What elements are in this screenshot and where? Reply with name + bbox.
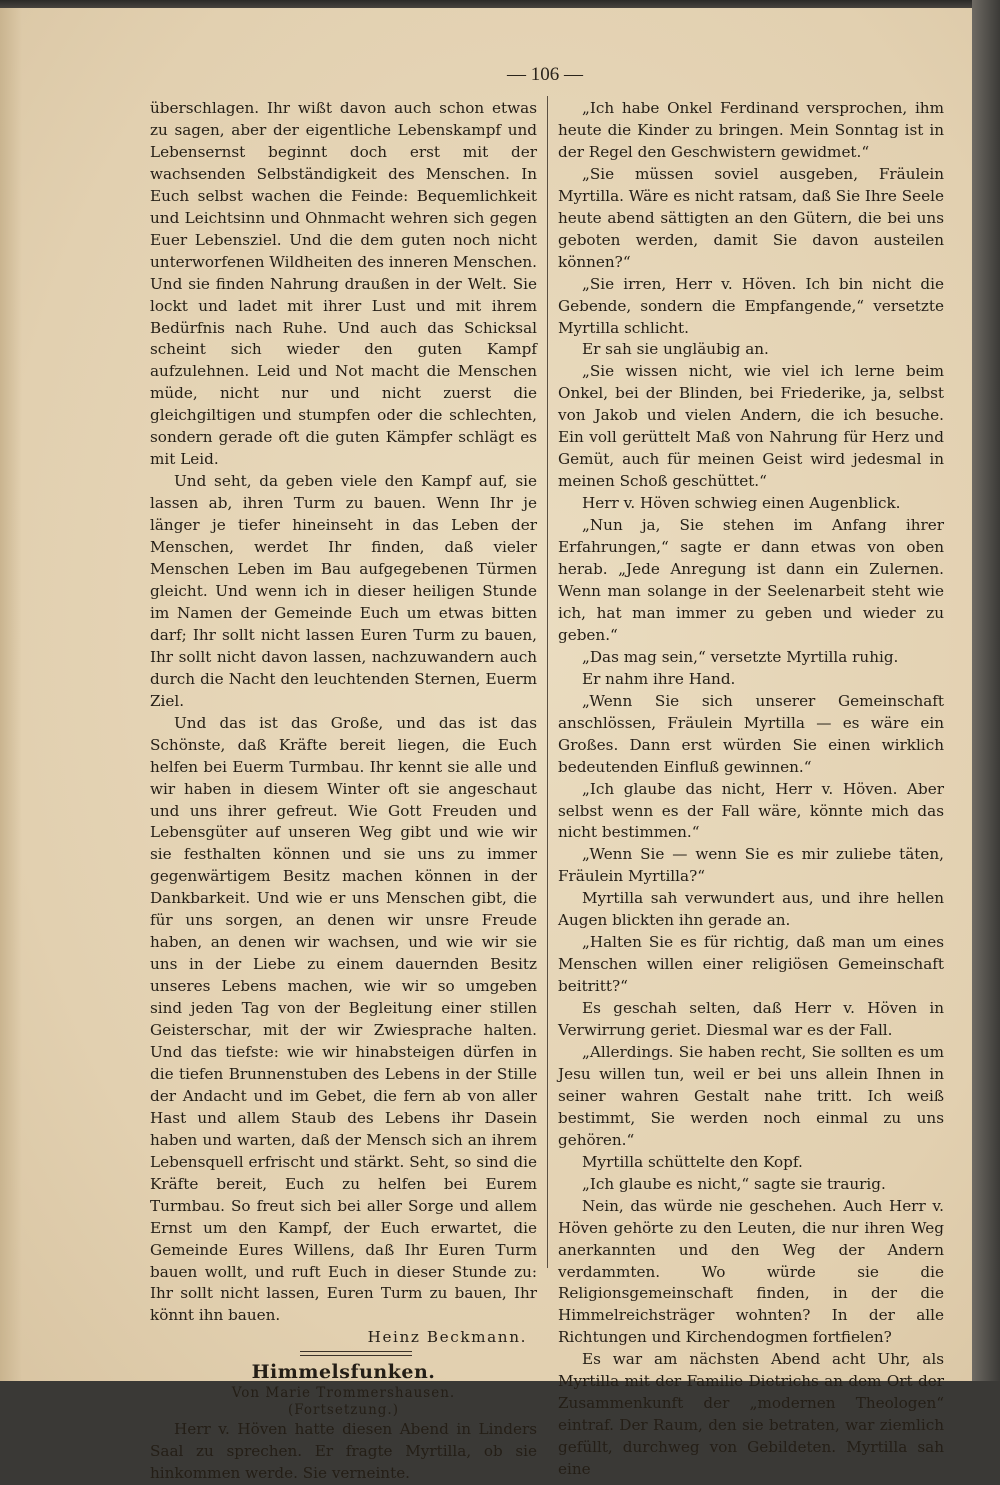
right-paragraph: „Das mag sein,“ versetzte Myrtilla ruhig. [582, 647, 899, 666]
right-paragraph: „Halten Sie es für richtig, daß man um eines Menschen willen einer religiösen Gemeinschaft beitritt?“ [558, 933, 944, 996]
right-paragraph: „Ich habe Onkel Ferdinand versprochen, ihm heute die Kinder zu bringen. Mein Sonntag ist in der Regel den Geschwistern gewidmet.“ [558, 99, 944, 161]
right-paragraph: „Sie irren, Herr v. Höven. Ich bin nicht die Gebende, sondern die Empfangende,“ versetzte Myrtilla schlicht. [558, 274, 944, 337]
right-paragraph: Er sah sie ungläubig an. [582, 340, 769, 359]
right-paragraph: „Ich glaube das nicht, Herr v. Höven. Aber selbst wenn es der Fall wäre, könnte mich das nicht bestimmen.“ [558, 779, 944, 842]
story-continuation-note: (Fortsetzung.) [288, 1402, 399, 1419]
right-paragraph: Nein, das würde nie geschehen. Auch Herr v. Höven gehörte zu den Leuten, die nur ihren Weg anerkannten und den Weg der Andern verdammten. Wo würde sie die Religionsgemeinschaft finden, in der die Himmelreichsträger wohnten? In der alle Richtungen und Kirchendogmen fortfielen? [558, 1196, 944, 1347]
right-paragraph: „Wenn Sie sich unserer Gemeinschaft anschlössen, Fräulein Myrtilla — es wäre ein Großes. Dann erst würden Sie einen wirklich bedeutenden Einfluß gewinnen.“ [558, 691, 944, 776]
right-paragraph: Myrtilla sah verwundert aus, und ihre hellen Augen blickten ihn gerade an. [558, 889, 944, 930]
right-paragraph: „Sie wissen nicht, wie viel ich lerne beim Onkel, bei der Blinden, bei Friederike, ja, selbst von Jakob und vielen Andern, die ich besuche. Ein voll gerüttelt Maß von Nahrung für Herz und Gemüt, auch für meinen Geist wird jedesmal in meinen Schoß geschüttet.“ [558, 362, 944, 491]
right-paragraph: „Ich glaube es nicht,“ sagte sie traurig. [582, 1174, 886, 1193]
story-opening-paragraph: Herr v. Höven hatte diesen Abend in Linders Saal zu sprechen. Er fragte Myrtilla, ob sie hinkommen werde. Sie verneinte. [150, 1420, 537, 1483]
right-paragraph: „Nun ja, Sie stehen im Anfang ihrer Erfahrungen,“ sagte er dann etwas von oben herab. „Jede Anregung ist dann ein Zulernen. Wenn man solange in der Seelenarbeit steht wie ich, hat man immer zu geben und wieder zu geben.“ [558, 516, 944, 644]
right-paragraph: Er nahm ihre Hand. [582, 669, 736, 688]
right-paragraph: „Wenn Sie — wenn Sie es mir zuliebe täten, Fräulein Myrtilla?“ [558, 845, 944, 886]
page-binding-edge [972, 0, 1000, 1381]
page-number: — 106 — [507, 64, 583, 85]
section-rule [300, 1351, 412, 1356]
author-signature: Heinz Beckmann. [367, 1328, 527, 1347]
column-divider [547, 96, 548, 1268]
left-paragraph-2: Und seht, da geben viele den Kampf auf, sie lassen ab, ihren Turm zu bauen. Wenn Ihr je länger je tiefer hineinseht in das Leben der Menschen, werdet Ihr finden, daß vieler Menschen Leben im Bau aufgegebenen Türmen gleicht. Und wenn ich in dieser heiligen Stunde im Namen der Gemeinde Euch um etwas bitten darf; Ihr sollt nicht lassen Euren Turm zu bauen, Ihr sollt nicht davon lassen, nachzuwandern auch durch die Nacht den leuchtenden Sternen, Euerm Ziel. [150, 472, 537, 710]
right-paragraph: Myrtilla schüttelte den Kopf. [582, 1152, 803, 1171]
right-paragraph: „Sie müssen soviel ausgeben, Fräulein Myrtilla. Wäre es nicht ratsam, daß Sie Ihre Seele heute abend sättigten an den Gütern, die bei uns geboten werden, damit Sie davon austeilen können?“ [558, 164, 944, 271]
story-byline: Von Marie Trommershausen. [231, 1385, 456, 1402]
right-paragraph: Es geschah selten, daß Herr v. Höven in Verwirrung geriet. Diesmal war es der Fall. [558, 999, 944, 1040]
right-paragraph: Es war am nächsten Abend acht Uhr, als Myrtilla mit der Familie Dietrichs an dem Ort der Zusammenkunft der „modernen Theologen“ eintraf. Der Raum, den sie betraten, war ziemlich gefüllt, durchweg von Gebildeten. Myrtilla sah eine [558, 1350, 944, 1479]
left-column [150, 98, 537, 1485]
right-column [558, 98, 944, 1481]
left-paragraph-3: Und das ist das Große, und das ist das Schönste, daß Kräfte bereit liegen, die Euch helfen bei Euerm Turmbau. Ihr kennt sie alle und wir haben in diesem Winter oft sie angeschaut und uns ihrer gefreut. Wie Gott Freuden und Lebensgüter auf unseren Weg gibt und wie wir sie festhalten können und sie uns zu immer gegenwärtigem Besitz machen können in der Dankbarkeit. Und wie er uns Menschen gibt, die für uns sorgen, an denen wir unsre Freude haben, an denen wir wachsen, und wie wir sie uns in der Liebe zu einem dauernden Besitz unseres Lebens machen, wie wir so umgeben sind jeden Tag von der Begleitung einer stillen Geisterschar, mit der wir Zwiesprache halten. Und das tiefste: wie wir hinabsteigen dürfen in die tiefen Brunnenstuben des Lebens in der Stille der Andacht und im Gebet, die fern ab von aller Hast und allem Staub des Lebens ihr Dasein haben und warten, daß der Mensch sich an ihrem Lebensquell erfrischt und stärkt. Seht, so sind die Kräfte bereit, Euch zu helfen bei Eurem Turmbau. So freut sich bei aller Sorge und allem Ernst um den Kampf, der Euch erwartet, die Gemeinde Eures Willens, daß Ihr Euren Turm bauen wollt, und ruft Euch in dieser Stunde zu: Ihr sollt nicht lassen, Euren Turm zu bauen, Ihr könnt ihn bauen. [150, 713, 537, 1325]
right-paragraph: Herr v. Höven schwieg einen Augenblick. [582, 494, 901, 513]
right-paragraph: „Allerdings. Sie haben recht, Sie sollten es um Jesu willen tun, weil er bei uns allein Ihnen in seiner wahren Gestalt nahe tritt. Ich weiß bestimmt, Sie werden noch einmal zu uns gehören.“ [558, 1042, 944, 1149]
left-paragraph-1: überschlagen. Ihr wißt davon auch schon etwas zu sagen, aber der eigentliche Lebenskampf und Lebensernst beginnt doch erst mit der wachsenden Selbständigkeit des Menschen. In Euch selbst wachen die Feinde: Bequemlichkeit und Leichtsinn und Ohnmacht wehren sich gegen Euer Lebensziel. Und die dem guten noch nicht unterworfenen Wildheiten des inneren Menschen. Und sie finden Nahrung draußen in der Welt. Sie lockt und ladet mit ihrer Lust und mit ihrem Bedürfnis nach Ruhe. Und auch das Schicksal scheint sich wieder den guten Kampf aufzulehnen. Leid und Not macht die Menschen müde, nicht nur und nicht zuerst die gleichgiltigen und stumpfen oder die schlechten, sondern gerade oft die guten Kämpfer schlägt es mit Leid. [150, 99, 538, 469]
story-title: Himmelsfunken. [251, 1361, 436, 1384]
